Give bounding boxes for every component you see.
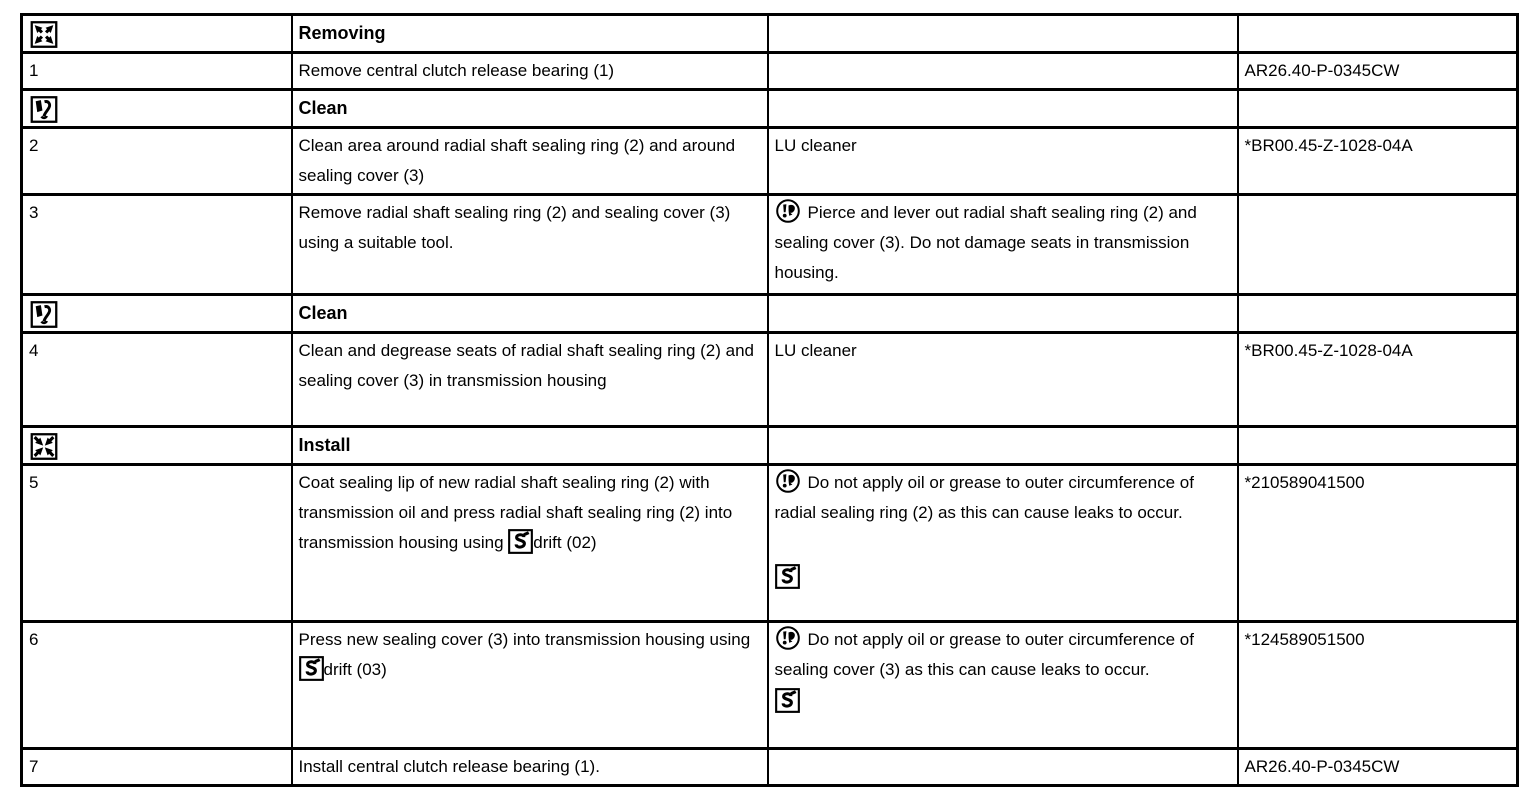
notice-exclamation-icon bbox=[775, 468, 801, 494]
section-title-cell bbox=[292, 295, 768, 333]
cleaning-agent-icon bbox=[29, 301, 59, 328]
note-text: Pierce and lever out radial shaft sealing ring (2) and sealing cover (3). Do not damage seats in transmission housing. bbox=[774, 203, 1197, 282]
note-text: Do not apply oil or grease to outer circumference of radial sealing ring (2) as this can cause leaks to occur. bbox=[774, 473, 1194, 522]
reference-cell bbox=[1238, 465, 1518, 622]
step-number-cell bbox=[22, 622, 292, 749]
reference-cell bbox=[1238, 427, 1518, 465]
action-text: Clean area around radial shaft sealing ring (2) and around sealing cover (3) bbox=[298, 136, 736, 185]
step-row-3 bbox=[22, 195, 1518, 295]
note-text: Do not apply oil or grease to outer circumference of sealing cover (3) as this can cause leaks to occur. bbox=[774, 630, 1194, 679]
step-row-7 bbox=[22, 749, 1518, 786]
note-line bbox=[775, 468, 1229, 528]
section-icon-cell bbox=[22, 15, 292, 53]
action-cell bbox=[292, 749, 768, 786]
action-cell bbox=[292, 195, 768, 295]
reference-text: AR26.40-P-0345CW bbox=[1244, 757, 1400, 776]
action-text: Clean and degrease seats of radial shaft sealing ring (2) and sealing cover (3) in transmission housing bbox=[298, 341, 755, 390]
section-row-clean-2 bbox=[22, 295, 1518, 333]
reference-text: AR26.40-P-0345CW bbox=[1244, 61, 1400, 80]
section-icon-cell bbox=[22, 295, 292, 333]
note-cell bbox=[768, 333, 1238, 427]
note-cell bbox=[768, 195, 1238, 295]
note-cell bbox=[768, 427, 1238, 465]
cleaning-agent-icon bbox=[29, 96, 59, 123]
notice-exclamation-icon bbox=[775, 198, 801, 224]
action-cell bbox=[292, 128, 768, 195]
step-number: 6 bbox=[29, 630, 39, 649]
action-text: Coat sealing lip of new radial shaft sealing ring (2) with transmission oil and press radial shaft sealing ring (2) into transmission housing using bbox=[298, 473, 733, 552]
step-row-2 bbox=[22, 128, 1518, 195]
note-cell bbox=[768, 128, 1238, 195]
note-text: LU cleaner bbox=[774, 136, 857, 155]
special-tool-icon bbox=[508, 529, 533, 554]
step-number-cell bbox=[22, 53, 292, 90]
section-row-clean-1 bbox=[22, 90, 1518, 128]
note-cell bbox=[768, 53, 1238, 90]
reference-text: *210589041500 bbox=[1244, 473, 1365, 492]
special-tool-icon bbox=[299, 656, 324, 681]
note-cell bbox=[768, 15, 1238, 53]
reference-cell bbox=[1238, 90, 1518, 128]
reference-text: *124589051500 bbox=[1244, 630, 1365, 649]
section-title-cell bbox=[292, 15, 768, 53]
section-title: Clean bbox=[298, 303, 348, 323]
action-text: Install central clutch release bearing (1). bbox=[298, 757, 600, 776]
reference-cell bbox=[1238, 128, 1518, 195]
section-icon-cell bbox=[22, 90, 292, 128]
section-title-cell bbox=[292, 427, 768, 465]
step-number: 2 bbox=[29, 136, 39, 155]
reference-cell bbox=[1238, 195, 1518, 295]
notice-exclamation-icon bbox=[775, 625, 801, 651]
reference-cell bbox=[1238, 622, 1518, 749]
reference-cell bbox=[1238, 295, 1518, 333]
arrows-outward-icon bbox=[29, 21, 59, 48]
action-text: Remove radial shaft sealing ring (2) and sealing cover (3) using a suitable tool. bbox=[298, 203, 731, 252]
step-row-6 bbox=[22, 622, 1518, 749]
step-number: 1 bbox=[29, 61, 39, 80]
section-icon-cell bbox=[22, 427, 292, 465]
section-row-install bbox=[22, 427, 1518, 465]
action-text: drift (03) bbox=[323, 660, 387, 679]
step-number: 4 bbox=[29, 341, 39, 360]
work-procedure-table bbox=[20, 13, 1519, 787]
action-cell bbox=[292, 622, 768, 749]
note-cell bbox=[768, 295, 1238, 333]
note-cell bbox=[768, 749, 1238, 786]
note-cell bbox=[768, 465, 1238, 622]
note-cell bbox=[768, 622, 1238, 749]
action-cell bbox=[292, 53, 768, 90]
arrows-inward-icon bbox=[29, 433, 59, 460]
note-line bbox=[775, 625, 1229, 685]
reference-text: *BR00.45-Z-1028-04A bbox=[1244, 136, 1413, 155]
action-cell bbox=[292, 465, 768, 622]
reference-cell bbox=[1238, 333, 1518, 427]
section-title: Install bbox=[298, 435, 351, 455]
action-text: Remove central clutch release bearing (1) bbox=[298, 61, 615, 80]
step-number-cell bbox=[22, 465, 292, 622]
step-number-cell bbox=[22, 749, 292, 786]
step-row-4 bbox=[22, 333, 1518, 427]
reference-cell bbox=[1238, 53, 1518, 90]
action-text: drift (02) bbox=[533, 533, 597, 552]
tool-reference-line bbox=[775, 688, 1229, 713]
special-tool-icon bbox=[775, 688, 800, 713]
reference-cell bbox=[1238, 15, 1518, 53]
step-number: 5 bbox=[29, 473, 39, 492]
reference-text: *BR00.45-Z-1028-04A bbox=[1244, 341, 1413, 360]
section-title: Removing bbox=[298, 23, 386, 43]
step-number: 3 bbox=[29, 203, 39, 222]
section-row-removing bbox=[22, 15, 1518, 53]
action-cell bbox=[292, 333, 768, 427]
step-number: 7 bbox=[29, 757, 39, 776]
section-title: Clean bbox=[298, 98, 348, 118]
note-text: LU cleaner bbox=[774, 341, 857, 360]
step-row-5 bbox=[22, 465, 1518, 622]
reference-cell bbox=[1238, 749, 1518, 786]
special-tool-icon bbox=[775, 564, 800, 589]
action-text: Press new sealing cover (3) into transmission housing using bbox=[298, 630, 751, 649]
step-number-cell bbox=[22, 195, 292, 295]
step-number-cell bbox=[22, 128, 292, 195]
tool-reference-line bbox=[775, 564, 1229, 589]
step-row-1 bbox=[22, 53, 1518, 90]
note-cell bbox=[768, 90, 1238, 128]
step-number-cell bbox=[22, 333, 292, 427]
section-title-cell bbox=[292, 90, 768, 128]
